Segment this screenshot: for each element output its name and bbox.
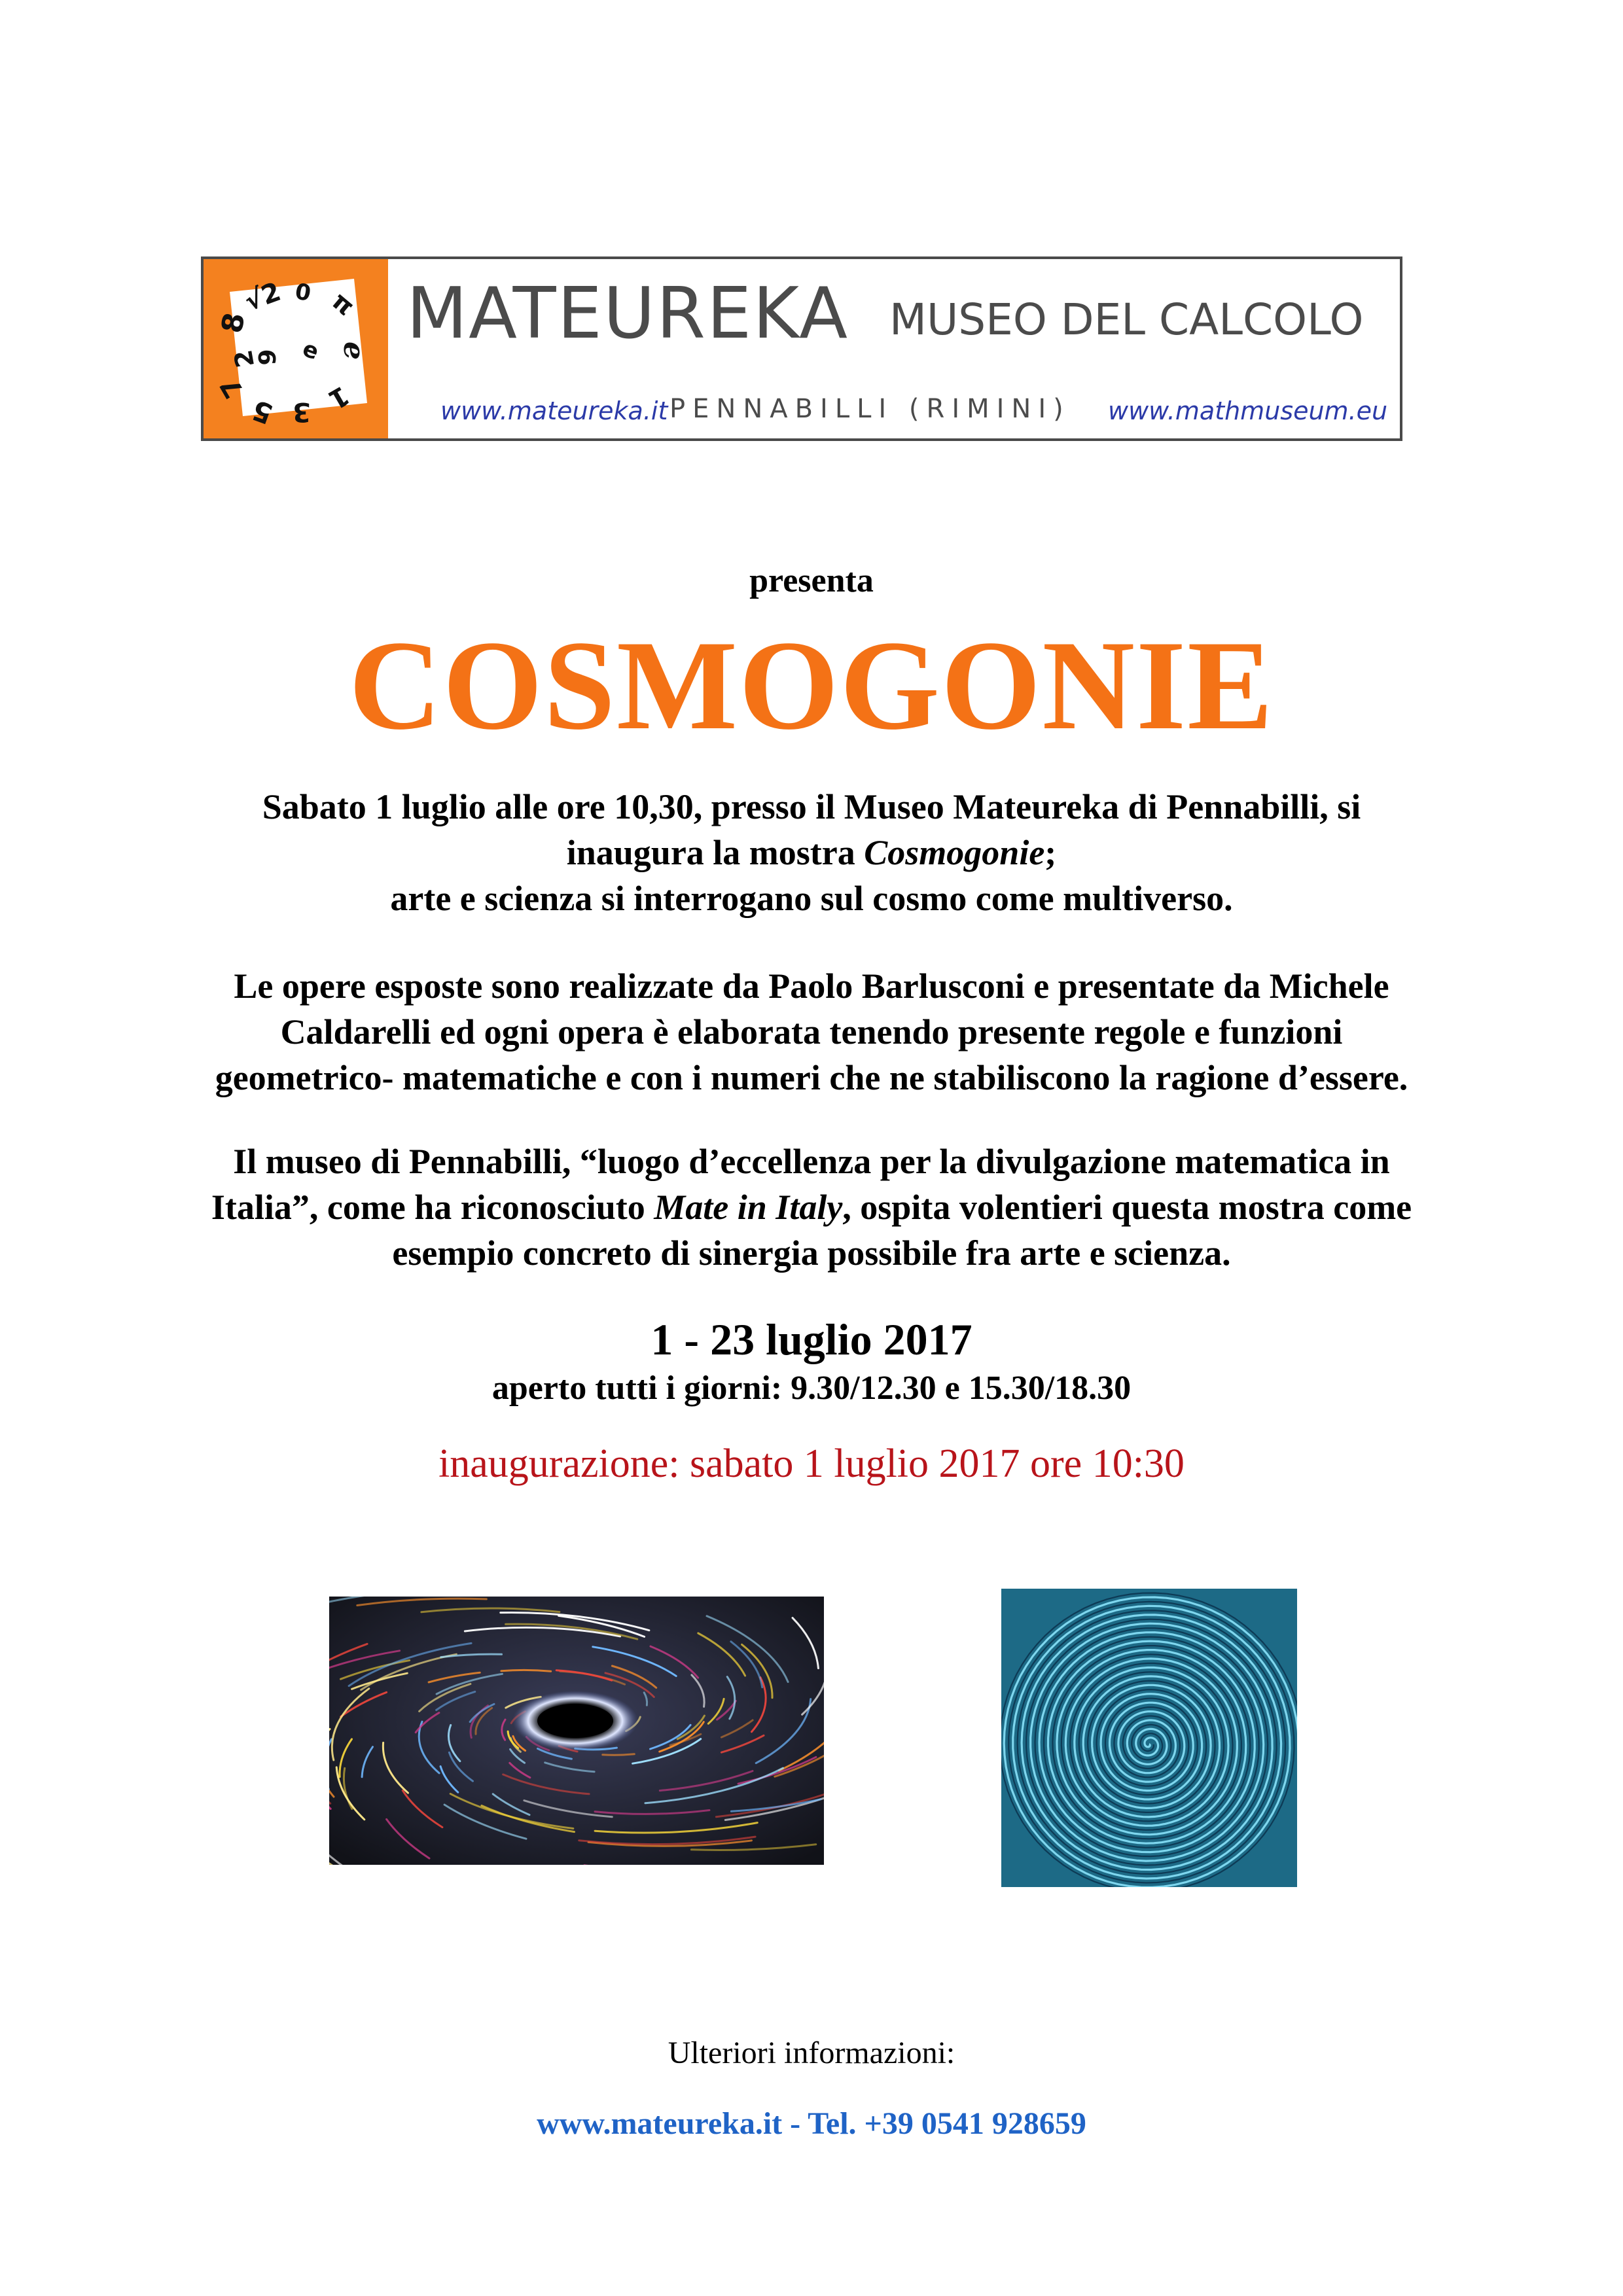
logo-glyph: 1 (323, 380, 355, 415)
location-text: PENNABILLI (RIMINI) (669, 394, 1071, 424)
intro-line-2 (131, 830, 1492, 875)
works-line-3: geometrico- matematiche e con i numeri che ne stabiliscono la ragione d’essere. (215, 1058, 1408, 1097)
exhibition-name: Cosmogonie (864, 833, 1045, 872)
contact-info-link[interactable]: www.mateureka.it - Tel. +39 0541 928659 (537, 2106, 1086, 2141)
intro-line-2-text: inaugura la mostra (566, 833, 865, 872)
museum-line-2-end: , ospita volentieri questa mostra come (842, 1188, 1412, 1227)
brand-name: MATEUREKA (406, 273, 849, 355)
works-line-2: Caldarelli ed ogni opera è elaborata tenendo presente regole e funzioni (280, 1012, 1343, 1051)
logo-glyph: 0 (293, 278, 313, 307)
museum-paragraph (131, 1139, 1492, 1276)
opening-hours: aperto tutti i giorni: 9.30/12.30 e 15.30/18.30 (491, 1369, 1132, 1407)
artwork-spiral-image (1001, 1589, 1297, 1887)
intro-line-2-end: ; (1044, 833, 1057, 872)
museum-line-1: Il museo di Pennabilli, “luogo d’eccellenza per la divulgazione matematica in (233, 1142, 1390, 1181)
logo-glyph: 2 (228, 347, 260, 370)
museum-line-3: esempio concreto di sinergia possibile fra arte e scienza. (392, 1233, 1231, 1273)
museum-line-2-text: Italia”, come ha riconosciuto (211, 1188, 654, 1227)
logo-glyph: 8 (215, 309, 252, 336)
intro-paragraph (131, 784, 1492, 921)
page-title: COSMOGONIE (349, 614, 1274, 756)
brand-tagline: MUSEO DEL CALCOLO (889, 294, 1364, 345)
logo-glyph: π (326, 286, 361, 321)
more-info-label: Ulteriori informazioni: (668, 2036, 955, 2070)
artwork-vortex-image (329, 1597, 824, 1865)
logo-glyph: 5 (247, 393, 277, 431)
logo-glyph: ℯ (337, 342, 370, 360)
logo-banner (201, 256, 1402, 441)
inauguration-notice: inaugurazione: sabato 1 luglio 2017 ore 10:30 (438, 1441, 1185, 1486)
presenta-label: presenta (749, 562, 874, 599)
intro-line-3: arte e scienza si interrogano sul cosmo come multiverso. (390, 879, 1233, 918)
mate-in-italy-name: Mate in Italy (654, 1188, 843, 1227)
website-link-mathmuseum[interactable]: www.mathmuseum.eu (1108, 397, 1388, 425)
logo-glyph: 9 (255, 349, 281, 366)
logo-glyph: √2 (241, 276, 285, 317)
exhibition-dates: 1 - 23 luglio 2017 (651, 1315, 972, 1364)
works-line-1: Le opere esposte sono realizzate da Paolo Barlusconi e presentate da Michele (234, 966, 1389, 1006)
intro-line-1: Sabato 1 luglio alle ore 10,30, presso il Museo Mateureka di Pennabilli, si (262, 787, 1361, 826)
logo-glyph: 3 (293, 397, 311, 427)
light-streak (603, 1754, 635, 1755)
logo-glyph: 7 (214, 372, 250, 404)
logo-glyph: e (299, 335, 323, 366)
museum-line-2 (131, 1184, 1492, 1230)
website-link-mateureka[interactable]: www.mateureka.it (440, 397, 668, 425)
works-paragraph (131, 963, 1492, 1101)
